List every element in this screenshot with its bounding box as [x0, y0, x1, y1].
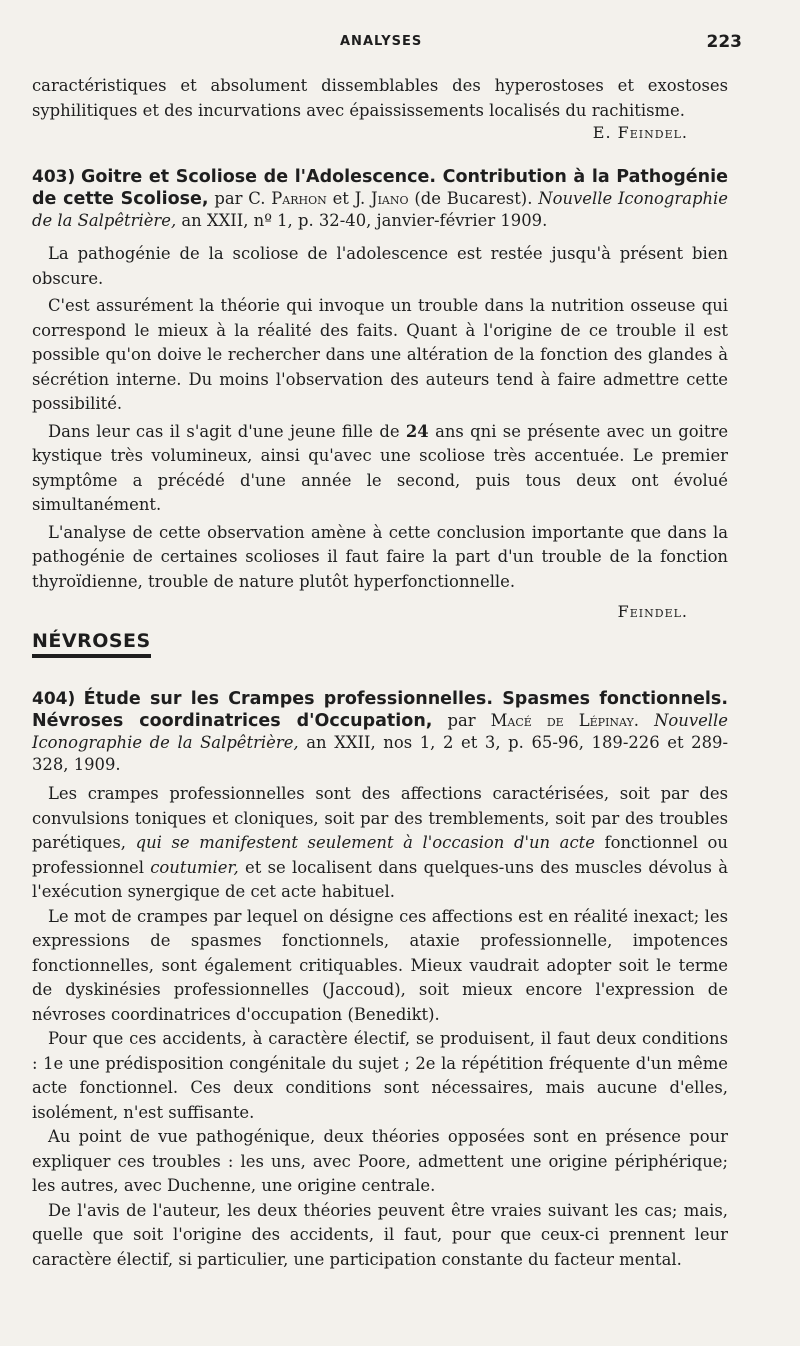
entry-403-paragraph-3 [32, 420, 728, 518]
entry-404-paragraph-3 [32, 1027, 728, 1125]
entry-404-p1-c: et se localisent dans quelques-uns des muscles dévolus à l'exécution synergique de cet acte habituel. [32, 857, 728, 901]
entry-404-p1-a: Les crampes professionnelles sont des affections caractérisées, soit par des convulsions toniques et cloniques, soit par des tremblements, soit par des troubles parétiques, [32, 784, 728, 852]
entry-404-p3-num-2: 2e [415, 1053, 436, 1073]
entry-403-citation: an XXII, nº 1, p. 32-40, janvier-février 1909. [181, 211, 548, 230]
entry-404-author: Macé de Lépinay. [490, 711, 640, 730]
entry-403-author-2: J. Jiano [354, 189, 409, 208]
entry-404-paragraph-1 [32, 782, 728, 905]
previous-abstract-continuation [32, 74, 728, 142]
entry-404-p3-c: la répétition fréquente d'un même acte fonctionnel. Ces deux conditions sont nécessaires, mais aucune d'elles, isolément, n'est suffisante. [32, 1053, 728, 1122]
running-head: ANALYSES [340, 34, 423, 49]
entry-404-p1-italic-2: coutumier, [150, 857, 239, 877]
entry-404-p3-num-1: 1e [43, 1053, 64, 1073]
entry-403-p3-age: 24 [405, 421, 429, 441]
entry-404-number: 404) [32, 689, 76, 709]
entry-403-p3-before: Dans leur cas il s'agit d'une jeune fille de [48, 421, 400, 441]
entry-404-paragraph-4: Au point de vue pathogénique, deux théories opposées sont en présence pour expliquer ces troubles : les uns, avec Poore, admettent une origine périphérique; les autres, avec Duchenne, une origine centrale. [32, 1127, 728, 1195]
section-title: NÉVROSES [32, 630, 151, 658]
entry-403-p3-after: ans qni se présente avec un goitre kystique très volumineux, ainsi qu'avec une scoliose très accentuée. Le premier symptôme a précédé d'une année le second, puis tous deux ont évolué simultanément. [32, 421, 729, 514]
entry-404-paragraph-5: De l'avis de l'auteur, les deux théories peuvent être vraies suivant les cas; mais, quelle que soit l'origine des accidents, il faut, pour que ceux-ci prennent leur caractère électif, si particulier, une participation constante du facteur mental. [32, 1200, 728, 1269]
entry-404-p1-italic: qui se manifestent seulement à l'occasion d'un acte [135, 833, 595, 852]
entry-404-body [32, 782, 728, 1272]
entry-403-source: Nouvelle Iconographie de la Salpêtrière, [32, 189, 728, 230]
entry-404 [32, 688, 728, 776]
entry-403-heading [32, 166, 728, 232]
entry-404-par: par [447, 711, 476, 730]
entry-403-affiliation: (de Bucarest). [414, 189, 533, 208]
entry-403-signature: Feindel. [617, 602, 688, 621]
entry-403-body [32, 242, 728, 621]
page-number: 223 [706, 32, 742, 52]
section-nevroses [32, 630, 728, 658]
entry-404-title: Étude sur les Crampes professionnelles. Spasmes fonctionnels. Névroses coordinatrices d'Occupation, [32, 689, 728, 731]
entry-404-source: Nouvelle Iconographie de la Salpêtrière, [32, 711, 728, 752]
entry-404-paragraph-2: Le mot de crampes par lequel on désigne ces affections est en réalité inexact; les expressions de spasmes fonctionnels, ataxie professionnelle, impotences fonctionnelles, sont également critiquables. Mieux vaudrait adopter soit le terme de dyskinésies professionnelles (Jaccoud), soit mieux encore l'expression de névroses coordinatrices d'occupation (Benedikt). [32, 906, 728, 1024]
continuation-signature: E. Feindel. [592, 123, 688, 142]
entry-403-number: 403) [32, 167, 76, 187]
entry-404-p3-a: Pour que ces accidents, à caractère électif, se produisent, il faut deux conditions : [32, 1029, 728, 1073]
continuation-text: caractéristiques et absolument dissemblables des hyperostoses et exostoses syphilitiques et des incurvations avec épaississements localisés du rachitisme. [32, 76, 728, 120]
entry-403-par: par [214, 189, 243, 208]
entry-404-citation: an XXII, nos 1, 2 et 3, p. 65-96, 189-226 et 289-328, 1909. [32, 733, 728, 774]
entry-403 [32, 166, 728, 232]
entry-403-paragraph-2: C'est assurément la théorie qui invoque un trouble dans la nutrition osseuse qui correspond le mieux à la réalité des faits. Quant à l'origine de ce trouble il est possible qu'on doive le rechercher dans une altération de la fonction des glandes à sécrétion interne. Du moins l'observation des auteurs tend à faire admettre cette possibilité. [32, 296, 728, 413]
entry-404-p1-b: fonctionnel ou professionnel [32, 833, 728, 877]
entry-403-paragraph-4: L'analyse de cette observation amène à cette conclusion importante que dans la pathogénie de certaines scolioses il faut faire la part d'un trouble de la fonction thyroïdienne, trouble de nature plutôt hyperfonctionnelle. [32, 522, 728, 591]
entry-403-paragraph-1: La pathogénie de la scoliose de l'adolescence est restée jusqu'à présent bien obscure. [32, 244, 728, 288]
entry-403-author-1: C. Parhon [248, 189, 327, 208]
entry-403-title: Goitre et Scoliose de l'Adolescence. Contribution à la Pathogénie de cette Scoliose, [32, 167, 729, 209]
entry-404-heading [32, 688, 728, 776]
entry-404-p3-b: une prédisposition congénitale du sujet ; [68, 1053, 410, 1073]
entry-403-and: et [332, 189, 349, 208]
